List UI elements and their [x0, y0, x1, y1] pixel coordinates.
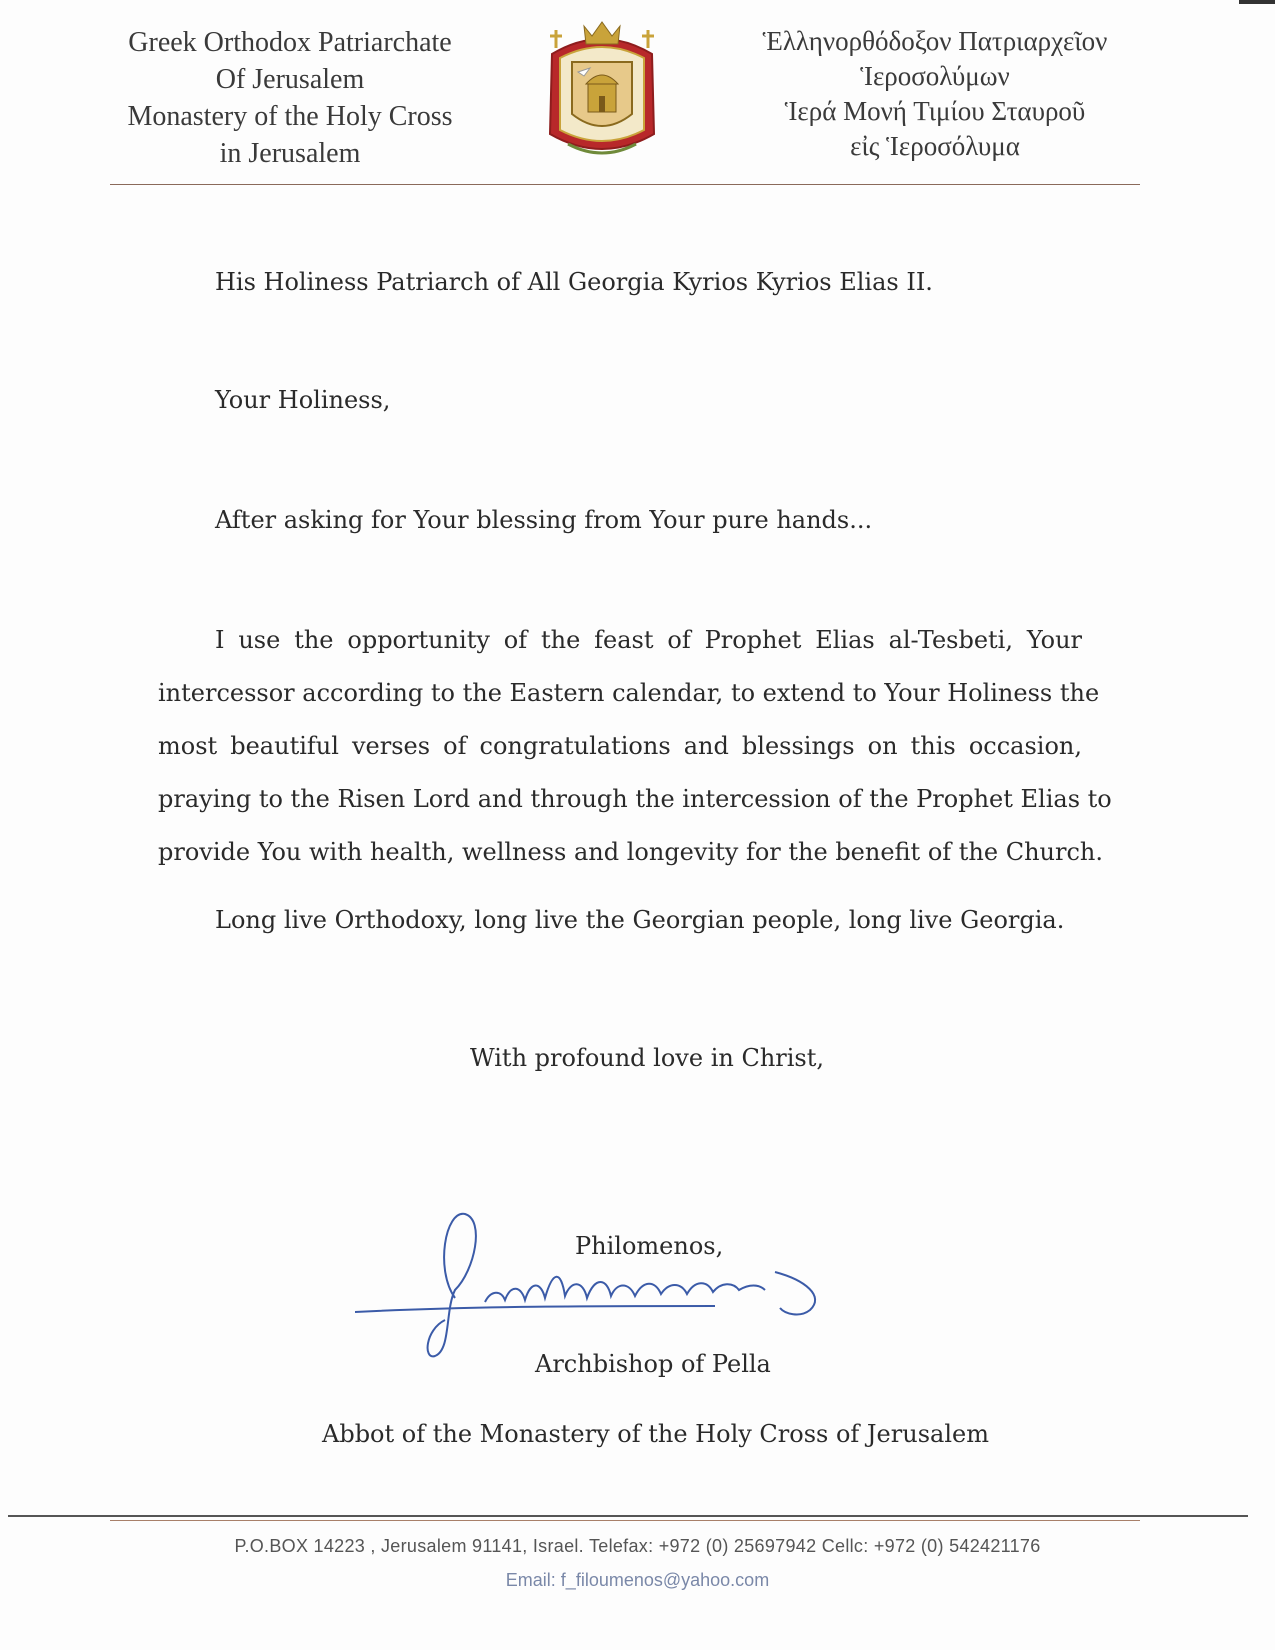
header-greek-line: Ἱερά Μονή Τιμίου Σταυροῦ	[784, 96, 1086, 126]
header-english-line: Greek Orthodox Patriarchate	[128, 27, 452, 58]
addressee: His Holiness Patriarch of All Georgia Kyrios Kyrios Elias II.	[215, 268, 933, 296]
header-greek	[735, 24, 1135, 164]
signer-name: Philomenos,	[575, 1232, 724, 1260]
body-line: intercessor according to the Eastern calendar, to extend to Your Holiness the	[158, 679, 1100, 707]
body-paragraph	[158, 614, 1112, 879]
header-english-line: in Jerusalem	[219, 138, 361, 169]
body-line: praying to the Risen Lord and through the intercession of the Prophet Elias to	[158, 785, 1112, 813]
patriarchate-crest-icon	[542, 14, 662, 166]
body-line: most beautiful verses of congratulations and blessings on this occasion,	[158, 732, 1082, 760]
handwritten-signature	[355, 1210, 915, 1360]
body-line: I use the opportunity of the feast of Prophet Elias al-Tesbeti, Your	[215, 626, 1082, 654]
scan-edge-mark	[1239, 0, 1275, 4]
header-english	[100, 24, 480, 172]
footer-address: P.O.BOX 14223 , Jerusalem 91141, Israel. Telefax: +972 (0) 25697942 Cellc: +972 (0) 542421176	[234, 1536, 1041, 1556]
body-line: provide You with health, wellness and longevity for the benefit of the Church.	[158, 838, 1103, 866]
long-live-line: Long live Orthodoxy, long live the Georgian people, long live Georgia.	[215, 906, 1065, 934]
footer-divider-accent	[110, 1520, 1140, 1521]
header-greek-line: Ἑλληνορθόδοξον Πατριαρχεῖον	[762, 26, 1108, 56]
header-english-line: Of Jerusalem	[215, 64, 365, 95]
opening-line: After asking for Your blessing from Your pure hands...	[215, 506, 873, 534]
signer-title: Archbishop of Pella	[535, 1350, 771, 1378]
signer-role: Abbot of the Monastery of the Holy Cross of Jerusalem	[322, 1420, 989, 1448]
footer-divider	[8, 1515, 1248, 1517]
closing-line: With profound love in Christ,	[470, 1044, 825, 1072]
header-greek-line: εἰς Ἱεροσόλυμα	[850, 131, 1020, 161]
header-divider	[110, 184, 1140, 185]
footer-email: Email: f_filoumenos@yahoo.com	[505, 1570, 770, 1590]
header-english-line: Monastery of the Holy Cross	[127, 101, 453, 132]
header-greek-line: Ἱεροσολύμων	[860, 61, 1010, 91]
salutation: Your Holiness,	[215, 386, 391, 414]
